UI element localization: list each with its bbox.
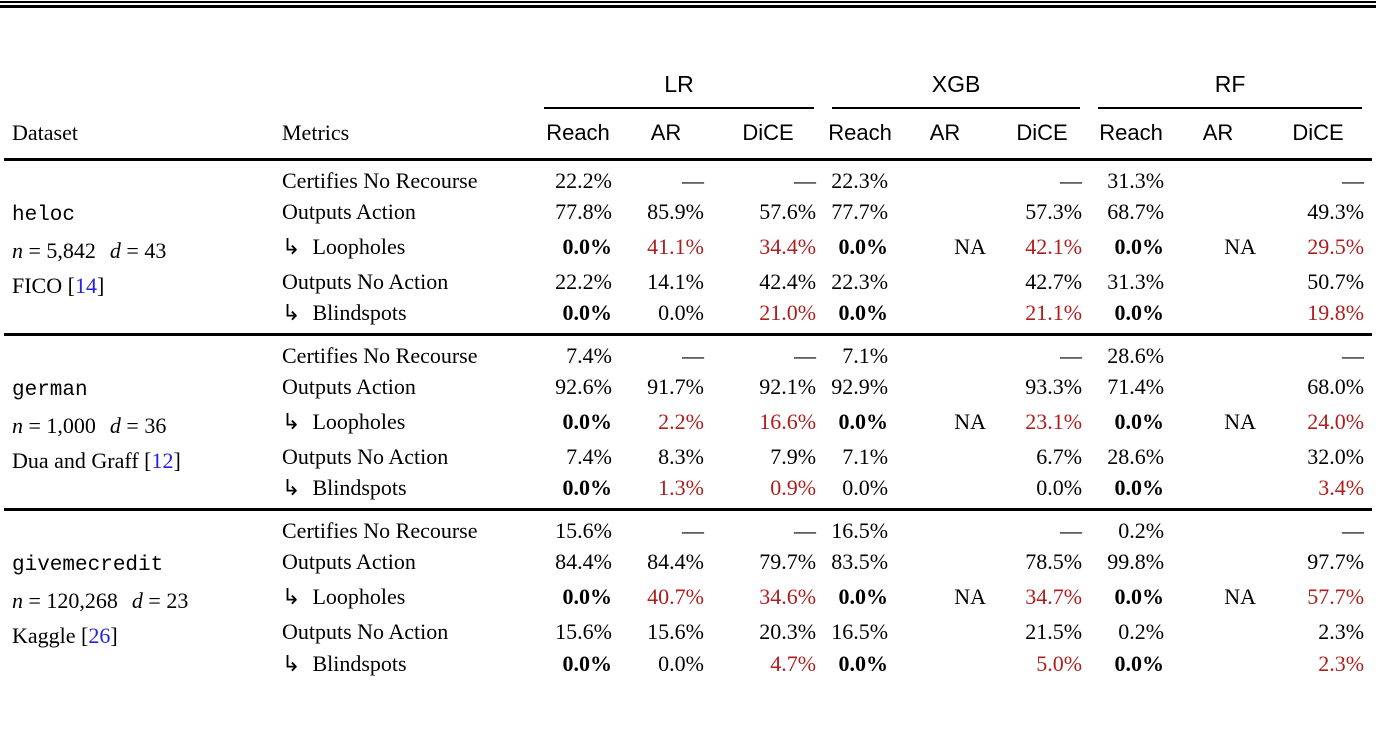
return-arrow-icon: ↳ (282, 651, 301, 676)
value-cell: 77.7% (831, 198, 889, 224)
value-cell: 0.9% (770, 475, 817, 501)
col-header-xgb-dice: DiCE (1016, 120, 1068, 146)
metric-label (274, 579, 536, 614)
group-label-xgb: XGB (931, 71, 981, 97)
value-cell (896, 264, 994, 299)
dataset-info-givemecredit (4, 509, 274, 684)
metric-text: Certifies No Recourse (282, 167, 478, 193)
value-cell: 49.3% (1307, 198, 1365, 224)
col-header-lr-dice: DiCE (742, 120, 794, 146)
stat-var-d: d (109, 412, 121, 438)
value-cell: 4.7% (770, 651, 817, 676)
dataset-block-german (4, 334, 1372, 509)
value-cell: 15.6% (555, 517, 612, 543)
value-cell: 0.0% (838, 408, 889, 434)
metric-label (274, 334, 536, 369)
table-header (4, 8, 1372, 159)
value-cell (1172, 474, 1264, 509)
value-cell: — (1060, 342, 1083, 368)
metric-label (274, 614, 536, 649)
value-cell: 28.6% (1107, 443, 1165, 469)
value-cell: 34.4% (759, 233, 817, 259)
col-header-lr-ar: AR (650, 120, 682, 146)
metric-text: Outputs No Action (282, 443, 449, 469)
group-header-lr (536, 8, 824, 109)
value-cell: 16.5% (831, 517, 889, 543)
value-cell: 34.7% (1025, 583, 1083, 609)
value-cell (896, 299, 994, 334)
col-header-rf-reach: Reach (1099, 120, 1163, 146)
group-underline-lr (544, 71, 814, 109)
value-cell: — (1342, 517, 1365, 543)
metric-text: Loopholes (312, 233, 406, 259)
dataset-dimensions: n = 120,268 d = 23 (12, 588, 189, 614)
value-cell (896, 649, 994, 684)
metric-text: Outputs Action (282, 373, 416, 399)
value-cell: 57.6% (759, 198, 817, 224)
value-cell: 5.0% (1036, 651, 1083, 676)
dataset-dimensions: n = 5,842 d = 43 (12, 237, 167, 263)
stat-var-d: d (131, 588, 143, 614)
value-cell: 7.9% (770, 443, 817, 469)
dataset-source: FICO [14] (12, 272, 105, 298)
value-cell: 0.0% (1114, 475, 1165, 501)
metric-text: Outputs Action (282, 198, 416, 224)
value-cell: 0.0% (838, 583, 889, 609)
value-cell: 32.0% (1307, 443, 1365, 469)
value-cell: 0.0% (1114, 583, 1165, 609)
value-cell (896, 194, 994, 229)
value-cell: 84.4% (555, 548, 612, 574)
value-cell: 57.3% (1025, 198, 1083, 224)
value-cell (1172, 544, 1264, 579)
value-cell: 99.8% (1107, 548, 1165, 574)
value-cell: 21.0% (759, 300, 817, 326)
dataset-name: german (12, 378, 88, 402)
value-cell: 92.1% (759, 373, 817, 399)
metric-label (274, 509, 536, 544)
value-cell: 23.1% (1025, 408, 1083, 434)
value-cell: 28.6% (1107, 342, 1165, 368)
dataset-source: Dua and Graff [12] (12, 447, 181, 473)
value-cell: 22.3% (831, 167, 889, 193)
dataset-block-givemecredit (4, 509, 1372, 684)
value-cell: — (1060, 167, 1083, 193)
dataset-name: givemecredit (12, 554, 164, 578)
value-cell: 42.4% (759, 268, 817, 294)
value-cell (896, 544, 994, 579)
value-cell (1172, 159, 1264, 194)
value-cell: 0.0% (1036, 475, 1083, 501)
value-cell: 0.0% (1114, 408, 1165, 434)
value-cell: 93.3% (1025, 373, 1083, 399)
value-cell: 68.7% (1107, 198, 1165, 224)
value-cell (1172, 614, 1264, 649)
col-header-lr-reach: Reach (546, 120, 610, 146)
value-cell: 24.0% (1307, 408, 1365, 434)
metric-label (274, 159, 536, 194)
metric-label (274, 369, 536, 404)
value-cell: 7.1% (842, 443, 889, 469)
group-underline-xgb (832, 71, 1080, 109)
citation-link[interactable]: 14 (74, 272, 97, 298)
metric-label (274, 229, 536, 264)
value-cell: 21.5% (1025, 618, 1083, 644)
value-cell: NA (1224, 583, 1257, 609)
value-cell: 15.6% (555, 618, 612, 644)
value-cell: 42.1% (1025, 233, 1083, 259)
value-cell: — (1060, 517, 1083, 543)
value-cell: 6.7% (1036, 443, 1083, 469)
value-cell: — (794, 167, 817, 193)
value-cell: 7.1% (842, 342, 889, 368)
metric-label (274, 649, 536, 684)
value-cell (1172, 299, 1264, 334)
value-cell: 0.0% (562, 300, 612, 326)
group-underline-rf (1098, 71, 1362, 109)
value-cell: 0.0% (838, 651, 889, 676)
col-header-rf-dice: DiCE (1292, 120, 1344, 146)
value-cell: 97.7% (1307, 548, 1365, 574)
group-header-rf (1090, 8, 1372, 109)
value-cell: 22.2% (555, 167, 612, 193)
value-cell (896, 334, 994, 369)
group-header-xgb (824, 8, 1090, 109)
metric-text: Outputs Action (282, 548, 416, 574)
value-cell (896, 369, 994, 404)
value-cell: 77.8% (555, 198, 612, 224)
value-cell: 2.2% (658, 408, 704, 434)
value-cell: NA (1224, 233, 1257, 259)
value-cell: 92.9% (831, 373, 889, 399)
col-header-rf-ar: AR (1202, 120, 1234, 146)
metric-text: Outputs No Action (282, 618, 449, 644)
table-top-rule (0, 1, 1376, 8)
value-cell: NA (954, 583, 987, 609)
value-cell: 34.6% (759, 583, 817, 609)
value-cell: 57.7% (1307, 583, 1365, 609)
value-cell: 7.4% (566, 443, 612, 469)
value-cell: 20.3% (759, 618, 817, 644)
value-cell: 29.5% (1307, 233, 1365, 259)
value-cell: 1.3% (658, 475, 704, 501)
value-cell (896, 509, 994, 544)
value-cell: 0.0% (838, 233, 889, 259)
value-cell: 0.0% (562, 475, 612, 501)
stat-var-n: n (12, 412, 23, 438)
value-cell (1172, 369, 1264, 404)
results-table (4, 8, 1372, 684)
dataset-info-heloc (4, 159, 274, 334)
value-cell (896, 614, 994, 649)
dataset-info-german (4, 334, 274, 509)
value-cell: 16.5% (831, 618, 889, 644)
metric-text: Loopholes (312, 408, 406, 434)
value-cell: 2.3% (1318, 618, 1365, 644)
stat-var-n: n (12, 237, 23, 263)
value-cell: 0.0% (842, 475, 889, 501)
metric-label (274, 194, 536, 229)
return-arrow-icon: ↳ (282, 475, 301, 501)
metric-label (274, 264, 536, 299)
metric-text: Outputs No Action (282, 268, 449, 294)
value-cell: 31.3% (1107, 268, 1165, 294)
value-cell: 0.0% (838, 300, 889, 326)
column-header-row (4, 109, 1372, 159)
metric-label (274, 474, 536, 509)
metric-label (274, 404, 536, 439)
value-cell: NA (954, 408, 987, 434)
value-cell: 0.0% (562, 651, 612, 676)
value-cell (1172, 649, 1264, 684)
value-cell: — (682, 342, 704, 368)
value-cell: NA (954, 233, 987, 259)
value-cell: 31.3% (1107, 167, 1165, 193)
value-cell (1172, 264, 1264, 299)
value-cell: 3.4% (1318, 475, 1365, 501)
dataset-column-header: Dataset (12, 120, 78, 146)
value-cell: 15.6% (647, 618, 704, 644)
value-cell: 68.0% (1307, 373, 1365, 399)
value-cell: — (1342, 167, 1365, 193)
col-header-xgb-ar: AR (929, 120, 961, 146)
metric-text: Blindspots (312, 475, 407, 501)
value-cell: 0.0% (1114, 651, 1165, 676)
value-cell (896, 474, 994, 509)
value-cell: 40.7% (647, 583, 704, 609)
citation-link[interactable]: 26 (88, 623, 111, 649)
value-cell: 0.2% (1118, 517, 1165, 543)
value-cell: NA (1224, 408, 1257, 434)
metric-text: Loopholes (312, 583, 406, 609)
value-cell: 16.6% (759, 408, 817, 434)
metric-row (4, 334, 1372, 369)
value-cell: 84.4% (647, 548, 704, 574)
value-cell: — (1342, 342, 1365, 368)
metric-text: Certifies No Recourse (282, 342, 478, 368)
value-cell (1172, 439, 1264, 474)
metric-label (274, 439, 536, 474)
value-cell: 0.0% (1114, 300, 1165, 326)
value-cell (896, 439, 994, 474)
value-cell: 22.2% (555, 268, 612, 294)
value-cell: 0.0% (562, 408, 612, 434)
return-arrow-icon: ↳ (282, 300, 301, 326)
metric-label (274, 299, 536, 334)
stat-var-n: n (12, 588, 23, 614)
value-cell (1172, 509, 1264, 544)
value-cell: 79.7% (759, 548, 817, 574)
value-cell: 41.1% (647, 233, 704, 259)
metric-row (4, 509, 1372, 544)
value-cell: 0.0% (1114, 233, 1165, 259)
dataset-dimensions: n = 1,000 d = 36 (12, 412, 167, 438)
value-cell: 0.0% (562, 233, 612, 259)
value-cell (896, 159, 994, 194)
metric-row (4, 159, 1372, 194)
value-cell: — (682, 167, 704, 193)
value-cell: — (682, 517, 704, 543)
metrics-column-header: Metrics (282, 120, 350, 146)
value-cell: 92.6% (555, 373, 612, 399)
stat-var-d: d (109, 237, 121, 263)
header-corner-spacer (4, 8, 536, 109)
col-header-xgb-reach: Reach (828, 120, 892, 146)
value-cell: 50.7% (1307, 268, 1365, 294)
value-cell (1172, 334, 1264, 369)
value-cell: 85.9% (647, 198, 704, 224)
value-cell: — (794, 342, 817, 368)
value-cell: 91.7% (647, 373, 704, 399)
metric-label (274, 544, 536, 579)
value-cell: 0.0% (658, 651, 704, 676)
value-cell: 0.0% (562, 583, 612, 609)
value-cell: 21.1% (1025, 300, 1083, 326)
metric-text: Blindspots (312, 300, 407, 326)
value-cell: — (794, 517, 817, 543)
value-cell: 42.7% (1025, 268, 1083, 294)
value-cell: 78.5% (1025, 548, 1083, 574)
metric-text: Certifies No Recourse (282, 517, 478, 543)
dataset-source: Kaggle [26] (12, 623, 118, 649)
model-group-header-row (4, 8, 1372, 109)
value-cell: 71.4% (1107, 373, 1165, 399)
value-cell: 14.1% (647, 268, 704, 294)
value-cell: 22.3% (831, 268, 889, 294)
group-label-lr: LR (664, 71, 694, 97)
value-cell (1172, 194, 1264, 229)
citation-link[interactable]: 12 (151, 447, 174, 473)
value-cell: 0.2% (1118, 618, 1165, 644)
dataset-name: heloc (12, 203, 76, 227)
value-cell: 2.3% (1318, 651, 1365, 676)
value-cell: 8.3% (658, 443, 704, 469)
return-arrow-icon: ↳ (282, 583, 301, 609)
return-arrow-icon: ↳ (282, 408, 301, 434)
return-arrow-icon: ↳ (282, 233, 301, 259)
metric-text: Blindspots (312, 651, 407, 676)
value-cell: 0.0% (658, 300, 704, 326)
value-cell: 19.8% (1307, 300, 1365, 326)
value-cell: 83.5% (831, 548, 889, 574)
group-label-rf: RF (1214, 71, 1246, 97)
dataset-block-heloc (4, 159, 1372, 334)
value-cell: 7.4% (566, 342, 612, 368)
